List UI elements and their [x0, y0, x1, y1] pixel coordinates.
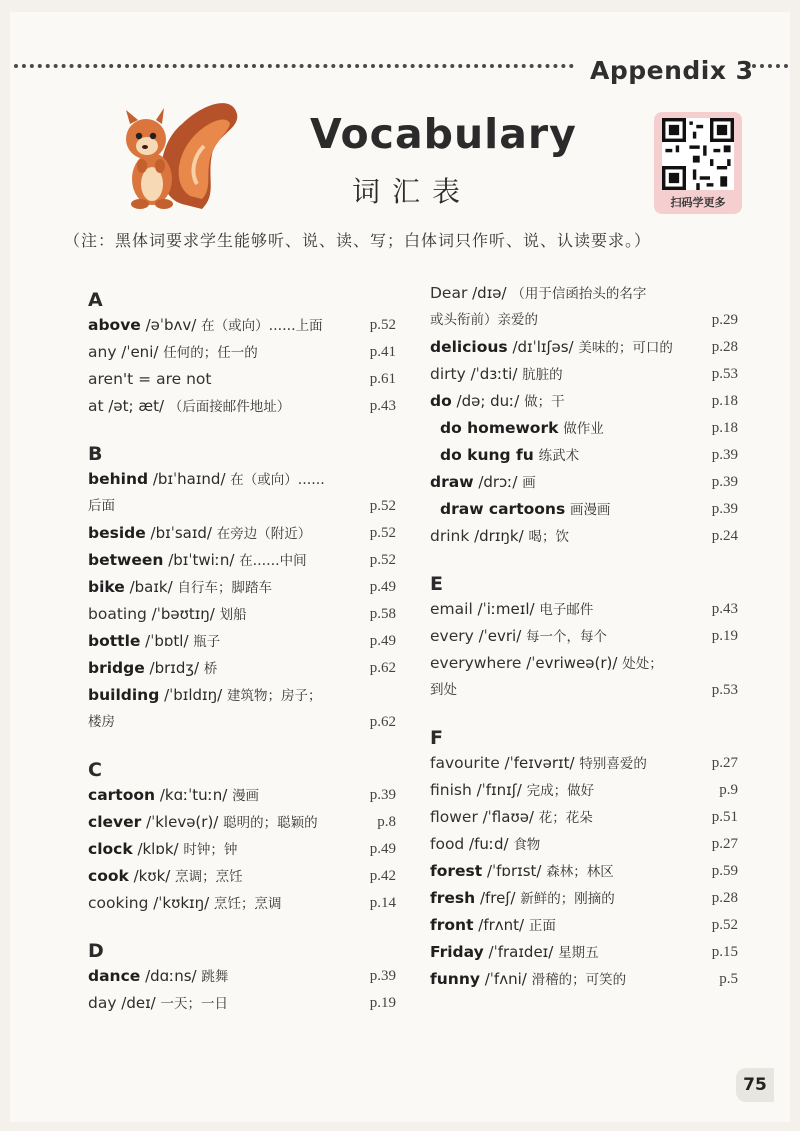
vocab-entry: boating /ˈbəʊtɪŋ/ 划船 p.58 [88, 605, 396, 623]
vocab-entry: cook /kʊk/ 烹调；烹饪 p.42 [88, 867, 396, 885]
vocab-entry-continued: 或头衔前）亲爱的 p.29 [430, 312, 738, 328]
vocab-entry: dirty /ˈdɜːti/ 肮脏的 p.53 [430, 365, 738, 383]
appendix-label: Appendix 3 [590, 56, 754, 85]
qr-code-panel[interactable] [654, 112, 742, 214]
vocab-entry: Dear /dɪə/ （用于信函抬头的名字 [430, 284, 647, 302]
vocab-entry: at /ət; æt/ （后面接邮件地址） p.43 [88, 397, 396, 415]
section-letter-a: A [88, 289, 103, 311]
squirrel-illustration [112, 84, 242, 224]
vocab-entry: drink /drɪŋk/ 喝；饮 p.24 [430, 527, 738, 545]
vocab-entry-continued: 楼房 p.62 [88, 714, 396, 730]
vocab-entry: funny /ˈfʌni/ 滑稽的；可笑的 p.5 [430, 970, 738, 988]
vocab-entry: bridge /brɪdʒ/ 桥 p.62 [88, 659, 396, 677]
section-letter-c: C [88, 759, 102, 781]
vocab-entry: cartoon /kɑːˈtuːn/ 漫画 p.39 [88, 786, 396, 804]
vocab-entry-continued: 到处 p.53 [430, 682, 738, 698]
qr-label: 扫码学更多 [670, 196, 726, 209]
section-letter-b: B [88, 443, 103, 465]
vocab-entry: dance /dɑːns/ 跳舞 p.39 [88, 967, 396, 985]
vocab-entry: cooking /ˈkʊkɪŋ/ 烹饪；烹调 p.14 [88, 894, 396, 912]
vocab-entry: clever /ˈklevə(r)/ 聪明的；聪颖的 p.8 [88, 813, 396, 831]
vocab-entry: building /ˈbɪldɪŋ/ 建筑物；房子； [88, 686, 322, 704]
vocab-column-right [430, 280, 738, 993]
vocab-entry: day /deɪ/ 一天；一日 p.19 [88, 994, 396, 1012]
vocab-entry: Friday /ˈfraɪdeɪ/ 星期五 p.15 [430, 943, 738, 961]
vocab-entry: between /bɪˈtwiːn/ 在……中间 p.52 [88, 551, 396, 569]
vocab-entry: everywhere /ˈevriweə(r)/ 处处； [430, 654, 663, 672]
vocab-entry-continued: 后面 p.52 [88, 498, 396, 514]
vocab-entry: bottle /ˈbɒtl/ 瓶子 p.49 [88, 632, 396, 650]
vocab-entry: favourite /ˈfeɪvərɪt/ 特别喜爱的 p.27 [430, 754, 738, 772]
vocab-entry: flower /ˈflaʊə/ 花；花朵 p.51 [430, 808, 738, 826]
page-subtitle: 词汇表 [352, 175, 473, 208]
vocab-entry: front /frʌnt/ 正面 p.52 [430, 916, 738, 934]
vocab-entry: beside /bɪˈsaɪd/ 在旁边（附近） p.52 [88, 524, 396, 542]
vocab-entry: behind /bɪˈhaɪnd/ 在（或向）…… [88, 470, 325, 488]
vocab-entry: draw /drɔː/ 画 p.39 [430, 473, 738, 491]
vocab-entry: delicious /dɪˈlɪʃəs/ 美味的；可口的 p.28 [430, 338, 738, 356]
vocab-entry: every /ˈevri/ 每一个，每个 p.19 [430, 627, 738, 645]
usage-note: （注：黑体词要求学生能够听、说、读、写；白体词只作听、说、认读要求。） [64, 231, 652, 250]
vocab-entry-phrase: do homework 做作业 p.18 [440, 419, 738, 437]
vocab-entry: finish /ˈfɪnɪʃ/ 完成；做好 p.9 [430, 781, 738, 799]
section-letter-d: D [88, 940, 104, 962]
qr-code-icon[interactable] [662, 118, 734, 190]
vocab-entry: any /ˈeni/ 任何的；任一的 p.41 [88, 343, 396, 361]
vocab-entry: clock /klɒk/ 时钟；钟 p.49 [88, 840, 396, 858]
vocab-entry: forest /ˈfɒrɪst/ 森林；林区 p.59 [430, 862, 738, 880]
vocab-entry: do /də; duː/ 做；干 p.18 [430, 392, 738, 410]
section-letter-f: F [430, 727, 443, 749]
vocab-entry: aren't = are not p.61 [88, 370, 396, 388]
dotted-rule-left [14, 64, 574, 68]
page-title: Vocabulary [310, 110, 577, 158]
vocab-entry: above /əˈbʌv/ 在（或向）……上面 p.52 [88, 316, 396, 334]
vocab-column-left [88, 280, 396, 1017]
dotted-rule-right [752, 64, 788, 68]
vocab-entry: food /fuːd/ 食物 p.27 [430, 835, 738, 853]
section-letter-e: E [430, 573, 443, 595]
vocab-entry: fresh /freʃ/ 新鲜的；刚摘的 p.28 [430, 889, 738, 907]
vocab-entry: email /ˈiːmeɪl/ 电子邮件 p.43 [430, 600, 738, 618]
vocab-entry: bike /baɪk/ 自行车；脚踏车 p.49 [88, 578, 396, 596]
vocab-entry-phrase: draw cartoons 画漫画 p.39 [440, 500, 738, 518]
page-number: 75 [736, 1068, 774, 1102]
vocab-entry-phrase: do kung fu 练武术 p.39 [440, 446, 738, 464]
